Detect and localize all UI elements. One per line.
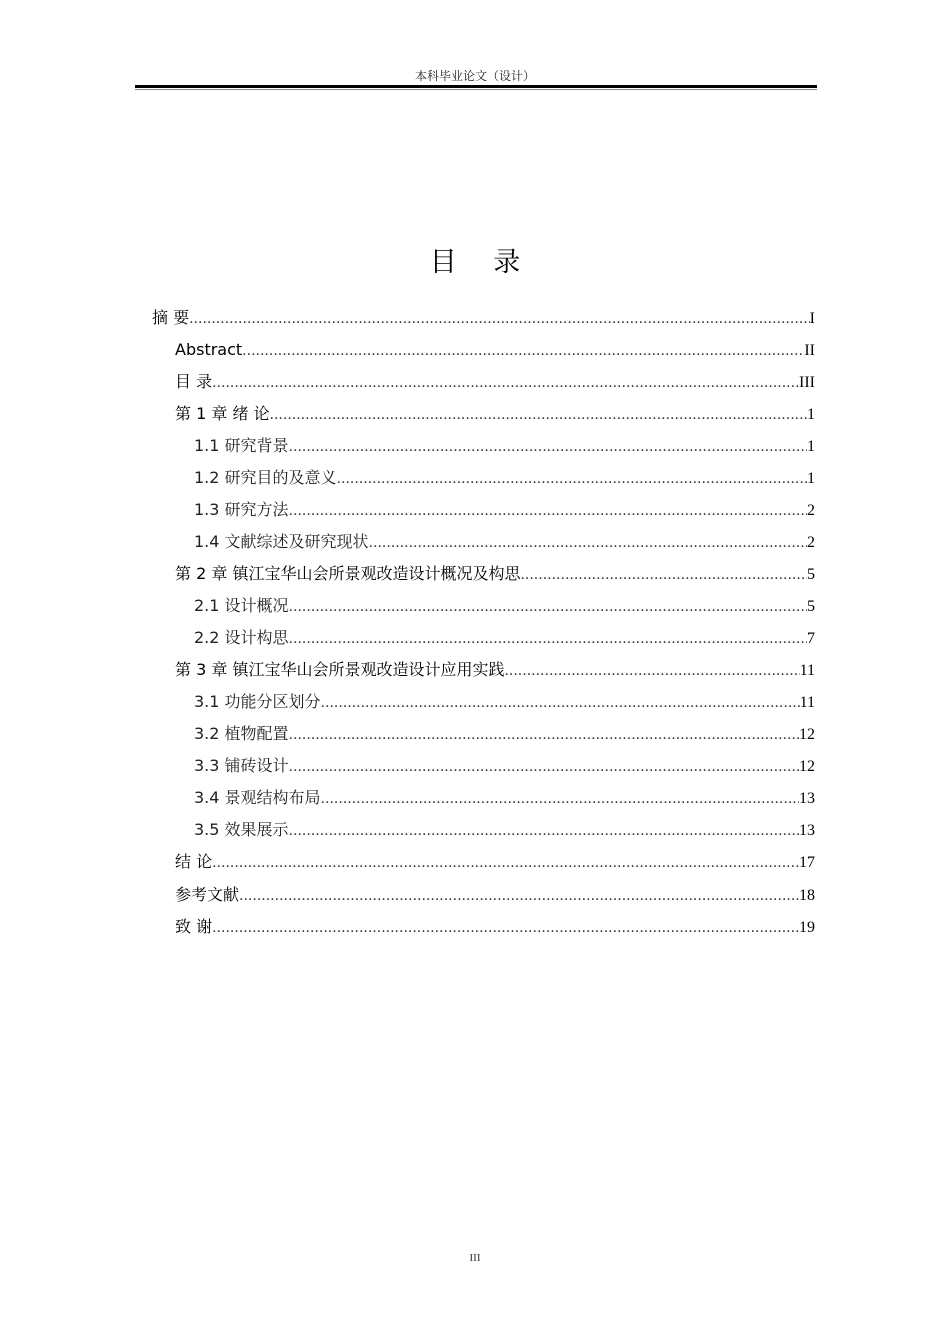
toc-entry[interactable] <box>175 881 815 909</box>
toc-entry-label: 3.5 效果展示 <box>194 820 289 839</box>
toc-entry-label: 第 2 章 镇江宝华山会所景观改造设计概况及构思 <box>175 564 521 583</box>
toc-entry-page: 1 <box>807 438 815 455</box>
toc-entry[interactable] <box>175 336 815 364</box>
toc-entry-label: 第 3 章 镇江宝华山会所景观改造设计应用实践 <box>175 660 505 679</box>
toc-leader-dots <box>289 817 799 845</box>
toc-entry-page: I <box>809 310 815 327</box>
toc-entry-page: 13 <box>799 790 815 807</box>
toc-entry-page: 11 <box>799 662 815 679</box>
toc-entry-page: 5 <box>807 566 815 583</box>
toc-title: 目 录 <box>429 247 535 278</box>
toc-leader-dots <box>270 401 807 429</box>
toc-leader-dots <box>369 529 807 557</box>
toc-entry-page: 13 <box>799 822 815 839</box>
toc-leader-dots <box>321 689 800 717</box>
toc-entry[interactable] <box>194 720 815 748</box>
toc-entry[interactable] <box>194 528 815 556</box>
header-rule-thin <box>135 89 817 90</box>
toc-leader-dots <box>337 465 807 493</box>
toc-entry[interactable] <box>152 304 815 332</box>
toc-entry[interactable] <box>175 400 815 428</box>
toc-leader-dots <box>212 914 799 942</box>
toc-leader-dots <box>289 497 807 525</box>
toc-entry[interactable] <box>175 656 815 684</box>
toc-entry-label: 第 1 章 绪 论 <box>175 404 270 423</box>
toc-entry[interactable] <box>194 784 815 812</box>
toc-entry-page: 1 <box>807 470 815 487</box>
toc-entry-page: 2 <box>807 502 815 519</box>
toc-entry-page: 12 <box>799 758 815 775</box>
toc-leader-dots <box>520 561 807 589</box>
toc-entry-page: 12 <box>799 726 815 743</box>
toc-leader-dots <box>289 721 799 749</box>
toc-entry[interactable] <box>194 688 815 716</box>
toc-entry-page: 19 <box>799 919 815 936</box>
page-number: III <box>469 1252 481 1264</box>
toc-leader-dots <box>289 433 807 461</box>
toc-entry-page: 18 <box>799 887 815 904</box>
toc-entry[interactable] <box>194 624 815 652</box>
toc-entry-page: 5 <box>807 598 815 615</box>
toc-entry-page: 7 <box>807 630 815 647</box>
header-rule <box>135 85 817 88</box>
toc-entry-label: 结 论 <box>175 852 213 871</box>
toc-entry-label: 2.1 设计概况 <box>194 596 289 615</box>
toc-entry[interactable] <box>175 368 815 396</box>
toc-entry-page: III <box>799 374 815 391</box>
toc-entry[interactable] <box>194 464 815 492</box>
toc-entry[interactable] <box>175 913 815 941</box>
toc-entry-page: 17 <box>799 854 815 871</box>
toc-entry-page: 1 <box>807 406 815 423</box>
toc-entry-label: 目 录 <box>175 372 213 391</box>
toc-entry[interactable] <box>194 496 815 524</box>
toc-entry[interactable] <box>194 752 815 780</box>
toc-entry[interactable] <box>194 816 815 844</box>
toc-entry-page: 11 <box>799 694 815 711</box>
toc-leader-dots <box>321 785 799 813</box>
toc-leader-dots <box>189 305 810 333</box>
toc-entry[interactable] <box>194 592 815 620</box>
toc-entry-label: 摘 要 <box>152 308 190 327</box>
toc-entry-label: Abstract <box>175 340 243 359</box>
toc-leader-dots <box>242 337 804 365</box>
toc-entry-label: 3.3 铺砖设计 <box>194 756 289 775</box>
toc-entry-page: II <box>804 342 815 359</box>
toc-entry[interactable] <box>175 848 815 876</box>
toc-entry-label: 致 谢 <box>175 917 213 936</box>
toc-leader-dots <box>212 369 799 397</box>
toc-entry-label: 1.1 研究背景 <box>194 436 289 455</box>
toc-entry-label: 参考文献 <box>175 885 240 904</box>
toc-leader-dots <box>239 882 799 910</box>
toc-leader-dots <box>504 657 799 685</box>
toc-entry-label: 3.1 功能分区划分 <box>194 692 321 711</box>
toc-leader-dots <box>212 849 799 877</box>
toc-entry[interactable] <box>194 432 815 460</box>
toc-entry[interactable] <box>175 560 815 588</box>
toc-entry-label: 3.4 景观结构布局 <box>194 788 321 807</box>
toc-entry-label: 2.2 设计构思 <box>194 628 289 647</box>
toc-entry-label: 1.3 研究方法 <box>194 500 289 519</box>
toc-entry-page: 2 <box>807 534 815 551</box>
toc-leader-dots <box>289 593 807 621</box>
toc-entry-label: 1.2 研究目的及意义 <box>194 468 337 487</box>
toc-leader-dots <box>289 753 799 781</box>
header-title: 本科毕业论文（设计） <box>414 69 535 83</box>
toc-leader-dots <box>289 625 807 653</box>
toc-entry-label: 3.2 植物配置 <box>194 724 289 743</box>
toc-entry-label: 1.4 文献综述及研究现状 <box>194 532 369 551</box>
